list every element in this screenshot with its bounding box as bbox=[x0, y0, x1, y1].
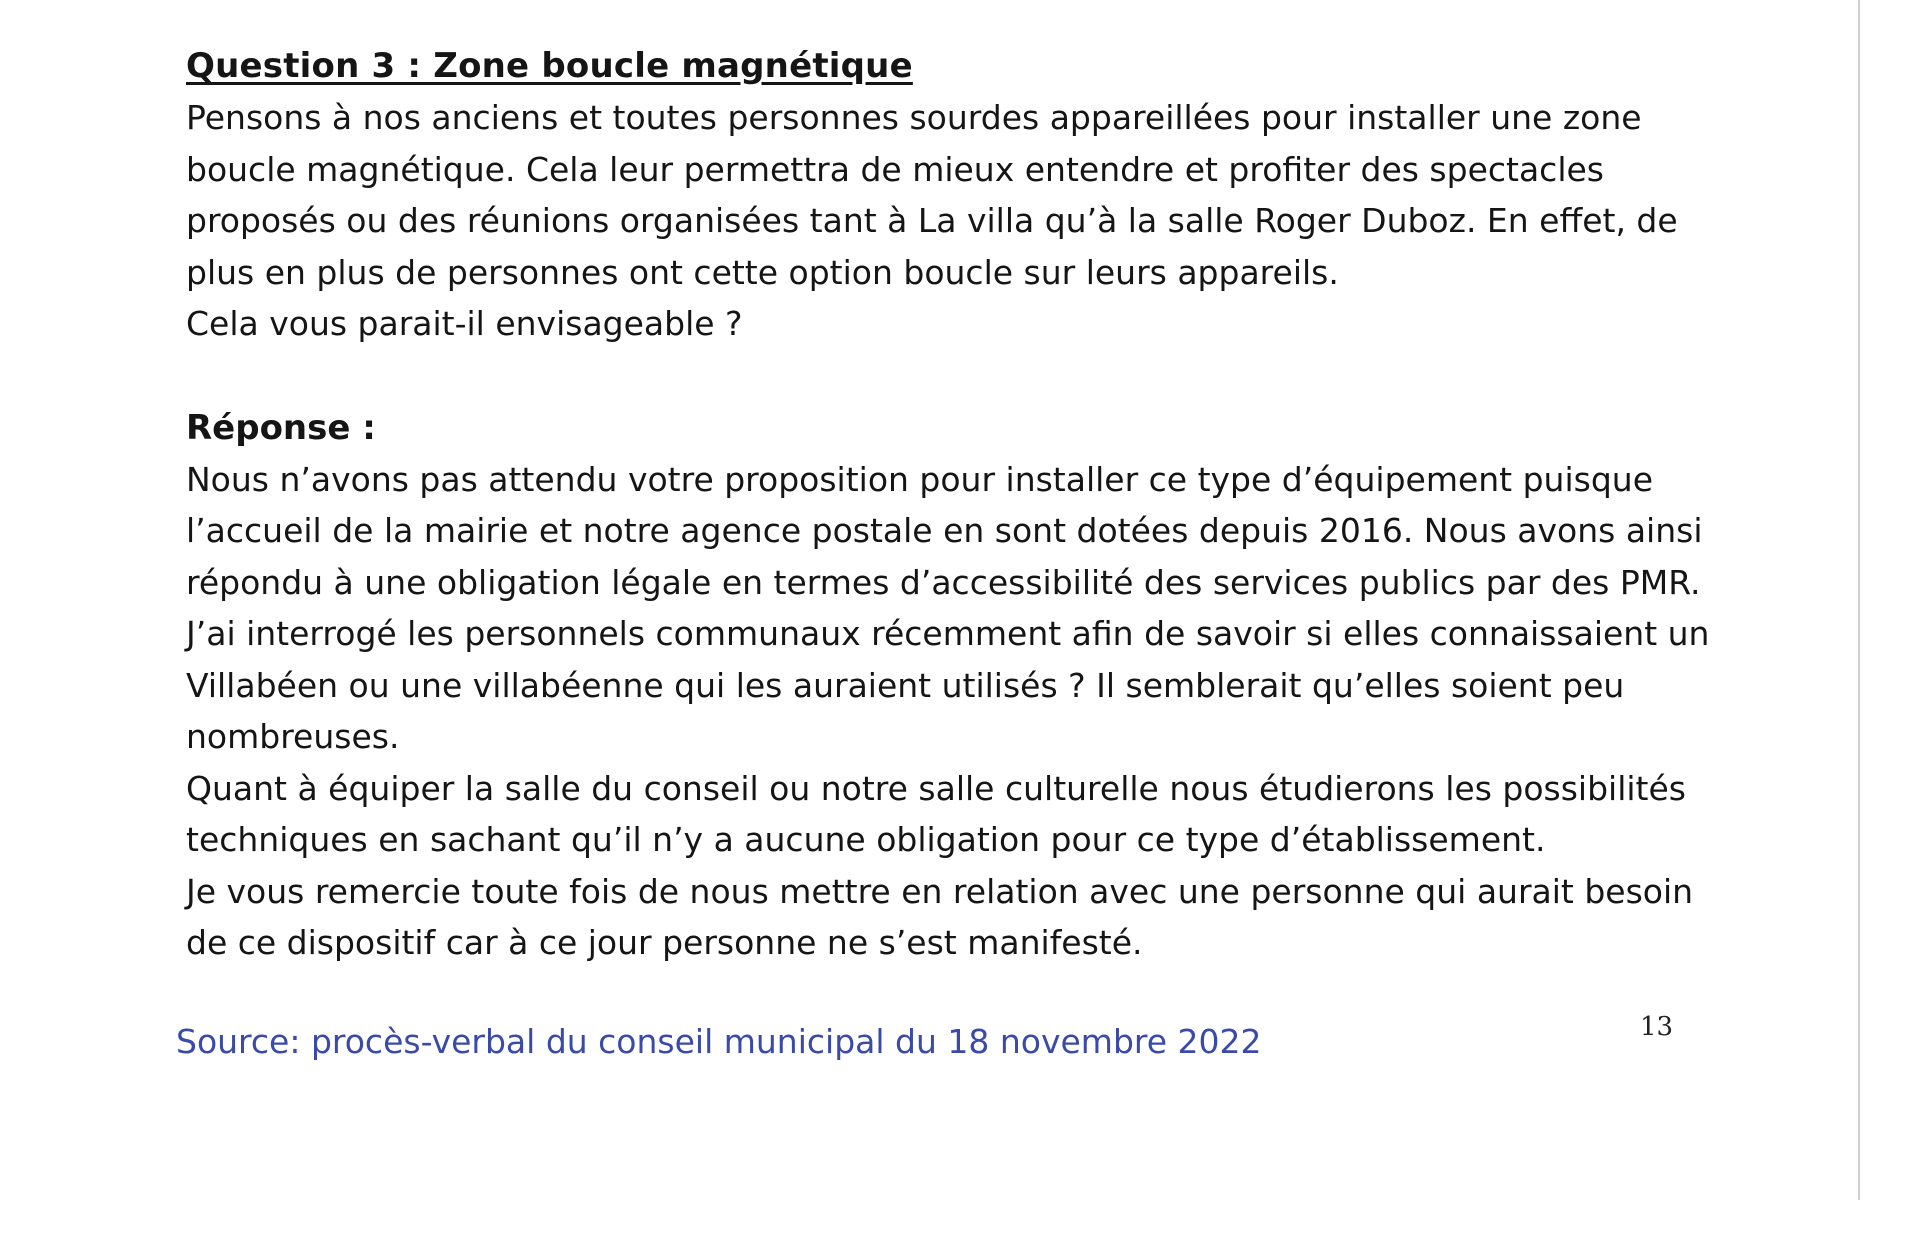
question-line: Pensons à nos anciens et toutes personnes sourdes appareillées pour installer une zone bbox=[186, 98, 1642, 137]
response-line: techniques en sachant qu’il n’y a aucune obligation pour ce type d’établissement. bbox=[186, 820, 1546, 859]
section-spacer bbox=[186, 350, 1686, 402]
response-paragraph bbox=[186, 454, 1710, 969]
response-line: Je vous remercie toute fois de nous mettre en relation avec une personne qui aurait besoin bbox=[186, 871, 1694, 911]
scan-page-edge bbox=[1858, 0, 1860, 1200]
page-number: 13 bbox=[1640, 1012, 1674, 1042]
question-line: plus en plus de personnes ont cette option boucle sur leurs appareils. bbox=[186, 252, 1339, 292]
response-heading: Réponse : bbox=[186, 407, 376, 448]
response-line: J’ai interrogé les personnels communaux récemment afin de savoir si elles connaissaient un bbox=[186, 614, 1710, 653]
question-line: boucle magnétique. Cela leur permettra de mieux entendre et profiter des spectacles bbox=[186, 149, 1604, 189]
response-line: Quant à équiper la salle du conseil ou notre salle culturelle nous étudierons les possibilités bbox=[186, 768, 1686, 808]
response-line: de ce dispositif car à ce jour personne ne s’est manifesté. bbox=[186, 923, 1143, 962]
document-body bbox=[186, 40, 1710, 969]
response-line: Villabéen ou une villabéenne qui les auraient utilisés ? Il semblerait qu’elles soient peu bbox=[186, 665, 1625, 705]
response-line: répondu à une obligation légale en termes d’accessibilité des services publics par des PMR. bbox=[186, 562, 1701, 602]
question-heading: Question 3 : Zone boucle magnétique bbox=[186, 46, 913, 86]
question-line: proposés ou des réunions organisées tant à La villa qu’à la salle Roger Duboz. En effet, de bbox=[186, 201, 1678, 240]
source-caption: Source: procès-verbal du conseil municipal du 18 novembre 2022 bbox=[176, 1022, 1262, 1061]
response-line: Nous n’avons pas attendu votre proposition pour installer ce type d’équipement puisque bbox=[186, 459, 1654, 499]
question-line: Cela vous parait-il envisageable ? bbox=[186, 304, 743, 343]
question-paragraph bbox=[186, 92, 1686, 350]
response-line: l’accueil de la mairie et notre agence postale en sont dotées depuis 2016. Nous avons ainsi bbox=[186, 511, 1703, 550]
response-line: nombreuses. bbox=[186, 717, 400, 756]
